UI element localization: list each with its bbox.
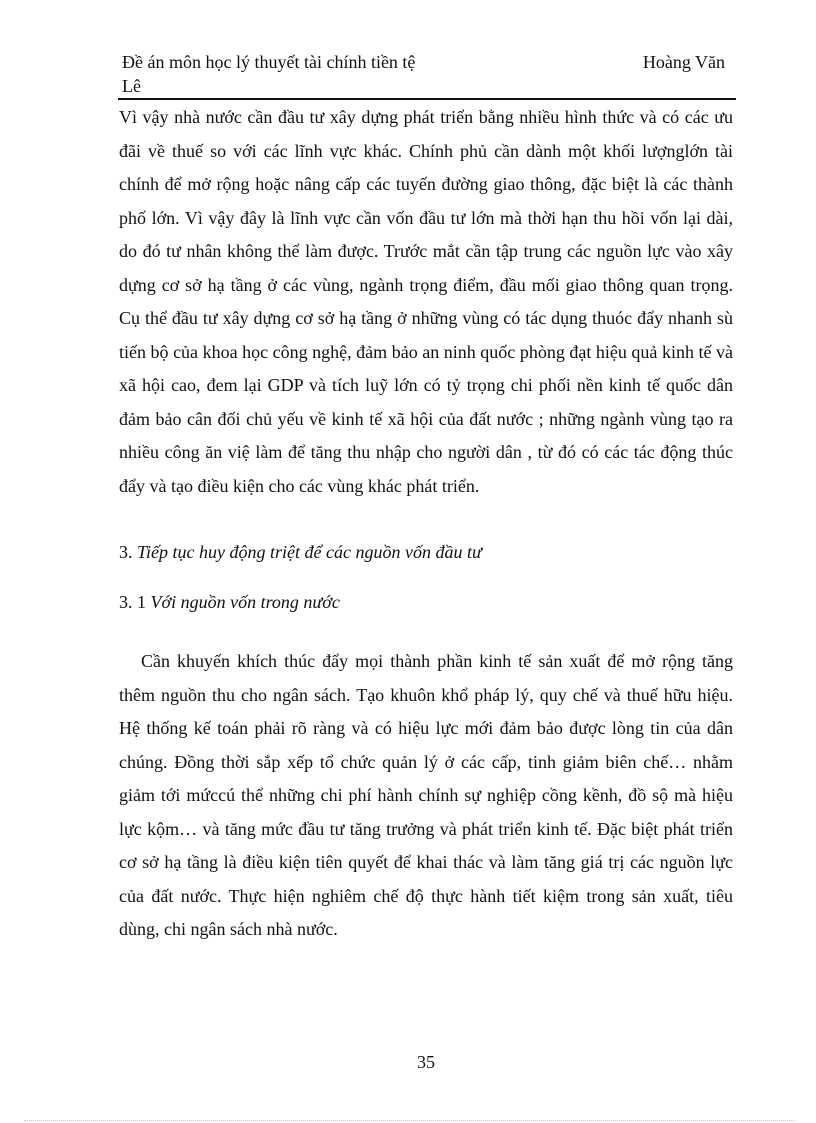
page-header — [120, 50, 735, 98]
section-heading-3-1 — [119, 590, 733, 614]
section-title: Tiếp tục huy động triệt để các nguồn vốn đầu tư — [137, 542, 482, 562]
page-body — [119, 101, 733, 947]
section-number: 3. — [119, 542, 133, 562]
document-title: Đề án môn học lý thuyết tài chính tiền tệ — [122, 52, 416, 72]
subsection-number: 3. 1 — [119, 592, 146, 612]
body-paragraph-2: Cần khuyến khích thúc đẩy mọi thành phần kinh tế sản xuất để mở rộng tăng thêm nguồn thu cho ngân sách. Tạo khuôn khổ pháp lý, quy chế và thuế hữu hiệu. Hệ thống kế toán phải rõ ràng và có hiệu lực mới đảm bảo được lòng tin của dân chúng. Đồng thời sắp xếp tổ chức quản lý ở các cấp, tinh giảm biên chế… nhằm giảm tới mứccú thể những chi phí hành chính sự nghiệp cồng kềnh, đồ sộ mà hiệu lực kộm… và tăng mức đầu tư tăng trưởng và phát triển kinh tế. Đặc biệt phát triển cơ sở hạ tầng là điều kiện tiên quyết để khai thác và làm tăng giá trị các nguồn lực của đất nước. Thực hiện nghiêm chế độ thực hành tiết kiệm trong sản xuất, tiêu dùng, chi ngân sách nhà nước. — [119, 651, 733, 939]
author-name-last: Lê — [122, 76, 141, 96]
section-heading-3 — [119, 540, 733, 564]
subsection-title: Với nguồn vốn trong nước — [150, 592, 340, 612]
page-number: 35 — [417, 1052, 435, 1072]
author-name-first: Hoàng Văn — [642, 52, 725, 72]
page-bottom-divider — [24, 1120, 794, 1121]
body-paragraph-1: Vì vậy nhà nước cần đầu tư xây dựng phát triển bằng nhiều hình thức và có các ưu đãi về thuế so với các lĩnh vực khác. Chính phủ cần dành một khối lượnglớn tài chính để mở rộng hoặc nâng cấp các tuyến đường giao thông, đặc biệt là các thành phố lớn. Vì vậy đây là lĩnh vực cần vốn đầu tư lớn mà thời hạn thu hồi vốn lại dài, do đó tư nhân không thể làm được. Trước mắt cần tập trung các nguồn lực vào xây dựng cơ sở hạ tầng ở các vùng, ngành trọng điểm, đầu mối giao thông quan trọng. Cụ thể đầu tư xây dựng cơ sở hạ tầng ở những vùng có tác dụng thuóc đẩy nhanh sù tiến bộ của khoa học công nghệ, đảm bảo an ninh quốc phòng đạt hiệu quả kinh tế và xã hội cao, đem lại GDP và tích luỹ lớn có tỷ trọng chi phối nền kinh tế quốc dân đảm bảo cân đối chủ yếu về kinh tế xã hội của đất nước ; những ngành vùng tạo ra nhiều công ăn việ làm để tăng thu nhập cho người dân , từ đó có các tác động thúc đẩy và tạo điều kiện cho các vùng khác phát triển. — [119, 107, 733, 496]
header-divider — [118, 98, 736, 100]
